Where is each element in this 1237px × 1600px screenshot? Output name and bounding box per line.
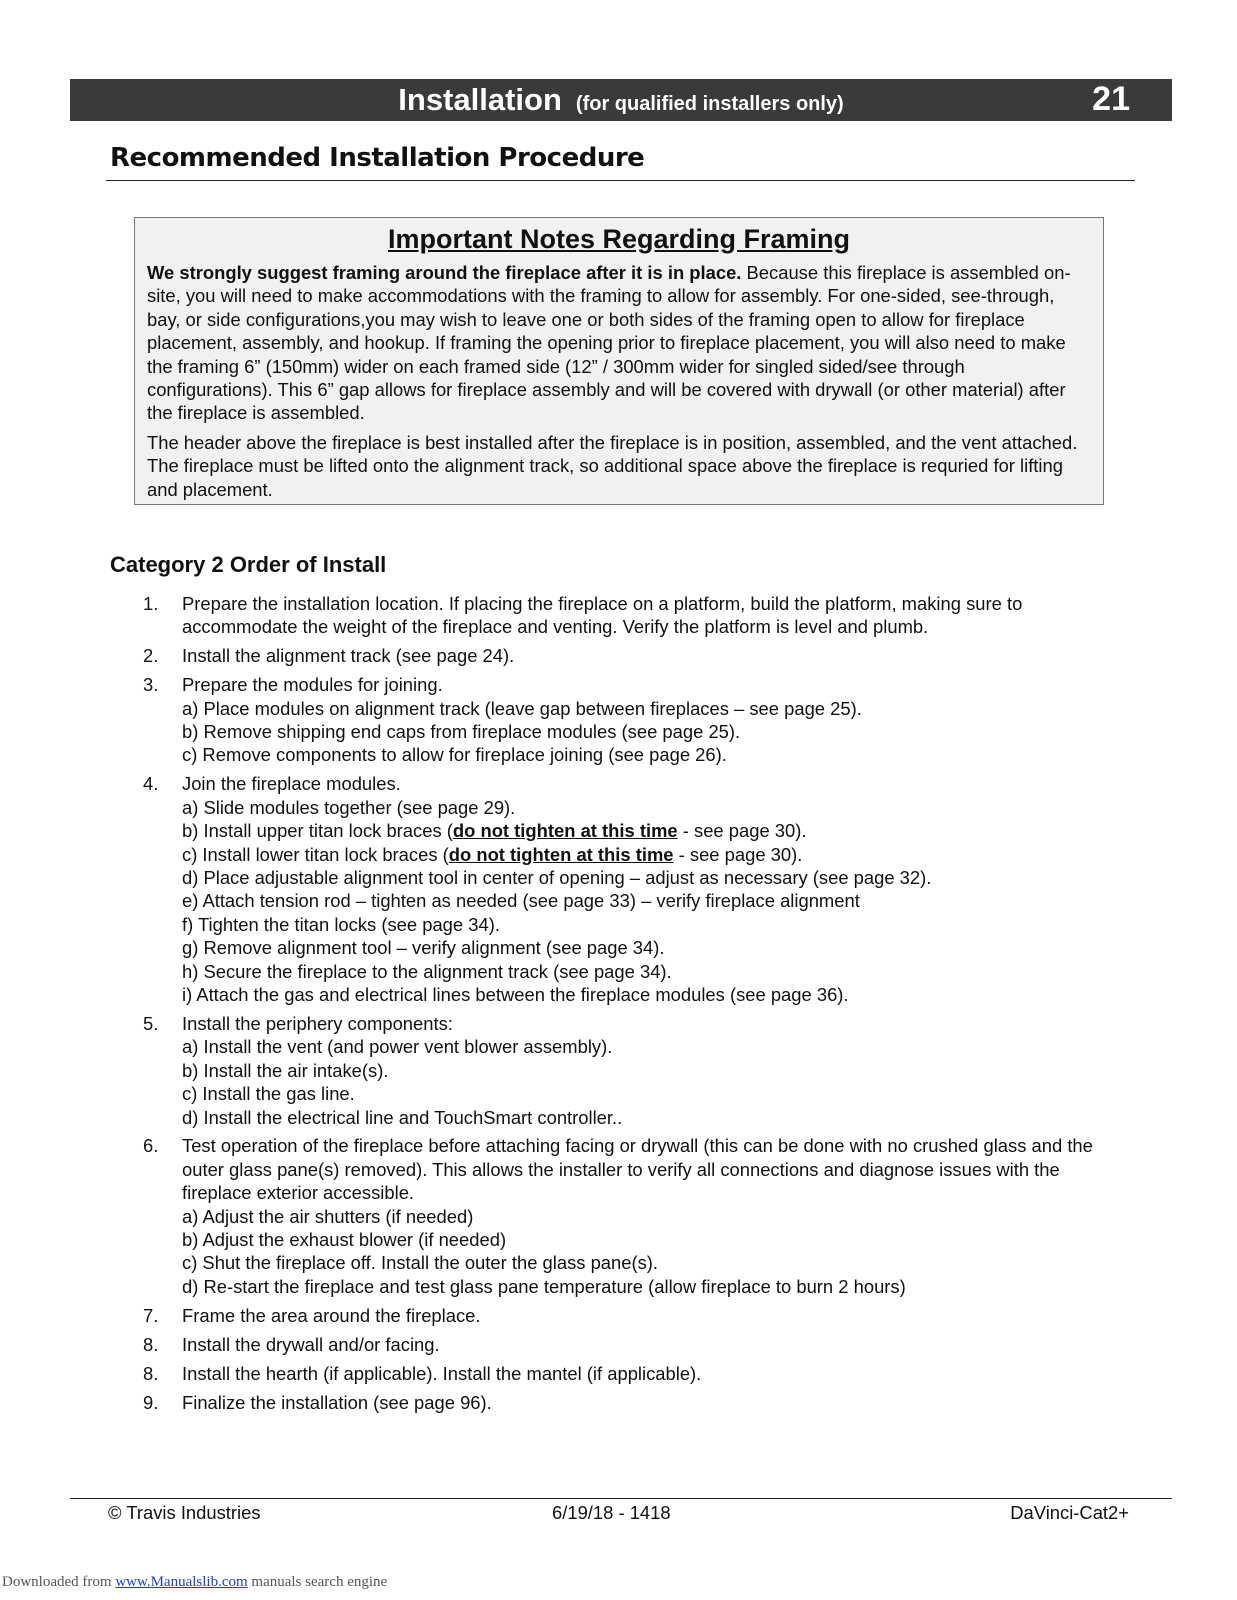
sub-step: c) Install the gas line. (182, 1083, 355, 1105)
category-title: Category 2 Order of Install (110, 552, 387, 577)
footer-date-code: 6/19/18 - 1418 (552, 1502, 671, 1523)
list-item (143, 1362, 1103, 1385)
list-item (143, 1391, 1103, 1414)
warning-text: do not tighten at this time (448, 843, 674, 865)
notes-title: Important Notes Regarding Framing (387, 224, 851, 254)
sub-step-text: b) Install upper titan lock braces ( (182, 820, 453, 842)
list-item (143, 1333, 1103, 1356)
step-number: 5. (143, 1012, 159, 1034)
notes-p1-text: Because this fireplace is assembled on-site, you will need to make accommodations with the framing to allow for assembly. For one-sided, see-through, bay, or side configurations,you may wish to leave one or both sides of the framing open to allow for fireplace placement, assembly, and hookup. If framing the opening prior to fireplace placement, you will also need to make the framing 6” (150mm) wider on each framed side (12” / 300mm wider for singled sided/see through configurations). This 6” gap allows for fireplace assembly and will be covered with drywall (or other material) after the fireplace is assembled. (147, 262, 1071, 424)
header-title (70, 82, 1172, 118)
footer-model: DaVinci-Cat2+ (1010, 1502, 1129, 1523)
sub-step-text: - see page 30). (673, 843, 803, 865)
sub-step-text: c) Install lower titan lock braces ( (182, 843, 449, 865)
sub-step: h) Secure the fireplace to the alignment track (see page 34). (182, 960, 672, 982)
step-text: Install the alignment track (see page 24). (182, 645, 515, 667)
sub-step (182, 843, 1103, 866)
step-text: Frame the area around the fireplace. (182, 1304, 481, 1326)
sub-step (182, 819, 1103, 842)
step-text: Prepare the modules for joining. (182, 674, 443, 696)
notes-paragraph-2: The header above the fireplace is best installed after the fireplace is in position, assembled, and the vent attached. The fireplace must be lifted onto the alignment track, so additional space above the fireplace is requried for lifting and placement. (147, 431, 1078, 500)
step-number: 1. (143, 593, 159, 614)
header-title-text: Installation (398, 82, 562, 117)
step-number: 3. (143, 674, 159, 696)
notes-bold-lead: We strongly suggest framing around the fireplace after it is in place. (147, 262, 742, 283)
sub-step: g) Remove alignment tool – verify alignment (see page 34). (182, 937, 665, 959)
step-number: 7. (143, 1304, 159, 1326)
download-notice (2, 1574, 387, 1591)
step-text: Test operation of the fireplace before attaching facing or drywall (this can be done with no crushed glass and the outer glass pane(s) removed). This allows the installer to verify all connections and diagnose issues with the fireplace exterior accessible. (182, 1135, 1093, 1204)
manualslib-link[interactable]: www.Manualslib.com (115, 1574, 248, 1590)
list-item (143, 1134, 1103, 1298)
sub-step: d) Install the electrical line and TouchSmart controller.. (182, 1106, 623, 1128)
list-item (143, 592, 1103, 639)
sub-step: e) Attach tension rod – tighten as needed (see page 33) – verify fireplace alignment (182, 890, 860, 912)
sub-step: b) Adjust the exhaust blower (if needed) (182, 1229, 507, 1251)
list-item (143, 1012, 1103, 1129)
warning-text: do not tighten at this time (452, 820, 678, 842)
sub-step: a) Install the vent (and power vent blower assembly). (182, 1036, 613, 1058)
sub-step: f) Tighten the titan locks (see page 34). (182, 913, 500, 935)
step-number: 6. (143, 1135, 159, 1157)
sub-step: a) Slide modules together (see page 29). (182, 796, 516, 818)
download-prefix: Downloaded from (2, 1574, 116, 1590)
sub-step: a) Place modules on alignment track (leave gap between fireplaces – see page 25). (182, 697, 862, 719)
footer-divider (70, 1498, 1172, 1499)
sub-step: c) Shut the fireplace off. Install the outer the glass pane(s). (182, 1252, 659, 1274)
framing-notes-box (134, 217, 1104, 505)
step-text: Install the periphery components: (182, 1012, 453, 1034)
step-number: 9. (143, 1391, 159, 1413)
section-title: Recommended Installation Procedure (110, 143, 645, 173)
header-subtitle: (for qualified installers only) (575, 93, 844, 115)
step-text: Finalize the installation (see page 96). (182, 1391, 492, 1413)
step-number: 8. (143, 1333, 159, 1355)
sub-step-text: - see page 30). (677, 820, 807, 842)
step-text: Join the fireplace modules. (182, 773, 401, 795)
list-item (143, 644, 1103, 667)
install-steps-list (143, 592, 1103, 1419)
list-item (143, 673, 1103, 767)
step-number: 2. (143, 645, 159, 667)
step-text: Install the drywall and/or facing. (182, 1333, 440, 1355)
list-item (143, 772, 1103, 1006)
step-number: 8. (143, 1362, 159, 1384)
footer-copyright: © Travis Industries (108, 1502, 261, 1523)
step-number: 4. (143, 773, 159, 795)
notes-paragraph-1 (147, 261, 1091, 425)
page-number: 21 (1092, 80, 1130, 118)
step-text: Install the hearth (if applicable). Install the mantel (if applicable). (182, 1362, 702, 1384)
sub-step: b) Remove shipping end caps from fireplace modules (see page 25). (182, 721, 741, 743)
sub-step: i) Attach the gas and electrical lines between the fireplace modules (see page 36). (182, 984, 849, 1005)
list-item (143, 1304, 1103, 1327)
sub-step: b) Install the air intake(s). (182, 1059, 389, 1081)
sub-step: c) Remove components to allow for fireplace joining (see page 26). (182, 744, 727, 766)
sub-step: a) Adjust the air shutters (if needed) (182, 1205, 474, 1227)
sub-step: d) Place adjustable alignment tool in center of opening – adjust as necessary (see page 32). (182, 866, 932, 888)
section-divider (106, 180, 1135, 181)
header-bar (70, 79, 1172, 121)
step-text: Prepare the installation location. If placing the fireplace on a platform, build the platform, making sure to accommodate the weight of the fireplace and venting. Verify the platform is level and plumb. (182, 593, 1023, 638)
sub-step: d) Re-start the fireplace and test glass pane temperature (allow fireplace to burn 2 hours) (182, 1275, 906, 1297)
download-suffix: manuals search engine (247, 1574, 388, 1590)
